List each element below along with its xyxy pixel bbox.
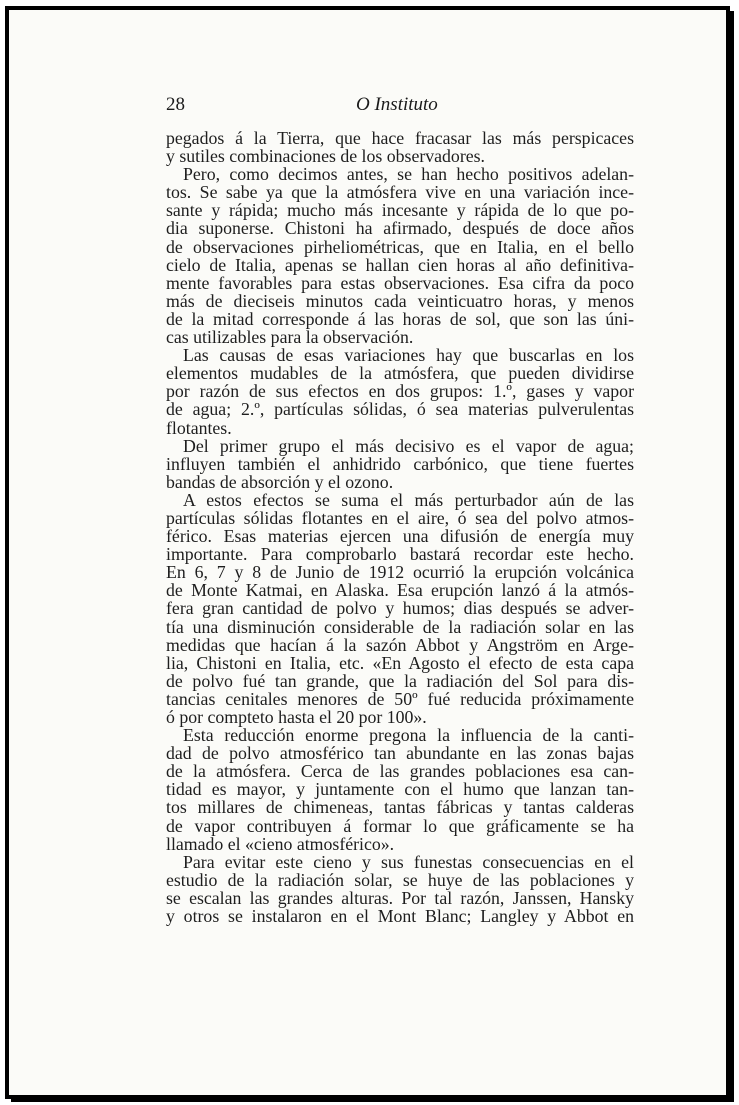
text-line: Del primer grupo el más decisivo es el vapor de agua;	[183, 435, 634, 456]
text-line: pegados á la Tierra, que hace fracasar las más perspicaces	[166, 128, 634, 148]
text-line: se escalan las grandes alturas. Por tal razón, Janssen, Hansky	[166, 887, 634, 908]
text-line: fera gran cantidad de polvo y humos; dias después se adver-	[166, 598, 634, 619]
text-line: tos millares de chimeneas, tantas fábricas y tantas calderas	[166, 797, 634, 818]
text-line: y sutiles combinaciones de los observadores.	[166, 146, 486, 167]
text-line: de la mitad corresponde á las horas de sol, que son las úni-	[166, 308, 634, 329]
text-line: A estos efectos se suma el más perturbador aún de las	[183, 489, 634, 510]
text-line: y otros se instalaron en el Mont Blanc; Langley y Abbot en	[166, 906, 634, 927]
text-line: por razón de sus efectos en dos grupos: 1.º, gases y vapor	[166, 381, 634, 402]
text-line: cielo de Italia, apenas se hallan cien horas al año definitiva-	[166, 254, 634, 275]
paragraph	[166, 491, 634, 726]
text-line: sante y rápida; mucho más incesante y rápida de lo que po-	[166, 200, 634, 221]
paragraph	[166, 853, 634, 925]
paragraph	[166, 129, 634, 165]
running-header	[166, 94, 634, 118]
text-line: bandas de absorción y el ozono.	[166, 471, 394, 492]
text-line: ó por compteto hasta el 20 por 100».	[166, 707, 427, 727]
text-line: Para evitar este cieno y sus funestas consecuencias en el	[183, 851, 634, 872]
text-line: llamado el «cieno atmosférico».	[166, 833, 395, 854]
text-line: de observaciones pirheliométricas, que en Italia, en el bello	[166, 236, 634, 257]
text-line: medidas que hacían á la sazón Abbot y Angström en Arge-	[166, 634, 634, 655]
text-line: flotantes.	[166, 417, 232, 438]
text-line: partículas sólidas flotantes en el aire, ó sea del polvo atmos-	[166, 507, 634, 528]
text-line: tos. Se sabe ya que la atmósfera vive en una variación ince-	[166, 182, 634, 203]
text-line: de Monte Katmai, en Alaska. Esa erupción lanzó á la atmós-	[166, 580, 634, 601]
text-line: cas utilizables para la observación.	[166, 327, 414, 348]
text-line: férico. Esas materias ejercen una difusión de energía muy	[166, 526, 634, 547]
text-line: estudio de la radiación solar, se huye de las poblaciones y	[166, 869, 634, 890]
text-line: En 6, 7 y 8 de Junio de 1912 ocurrió la erupción volcánica	[166, 562, 634, 583]
text-line: tidad es mayor, y juntamente con el humo que lanzan tan-	[166, 779, 634, 800]
text-line: dad de polvo atmosférico tan abundante en las zonas bajas	[166, 743, 634, 764]
page-number: 28	[166, 94, 185, 115]
text-line: dia suponerse. Chistoni ha afirmado, después de doce años	[166, 218, 634, 239]
text-line: Pero, como decimos antes, se han hecho positivos adelan-	[183, 164, 634, 185]
text-line: tancias cenitales menores de 50º fué reducida próximamente	[166, 688, 634, 709]
paragraph	[166, 726, 634, 853]
paragraph	[166, 346, 634, 436]
text-line: Las causas de esas variaciones hay que buscarlas en los	[183, 345, 634, 366]
text-line: Esta reducción enorme pregona la influencia de la canti-	[183, 725, 634, 746]
body-text	[166, 129, 634, 925]
text-line: de agua; 2.º, partículas sólidas, ó sea materias pulverulentas	[166, 399, 634, 420]
text-line: mente favorables para estas observaciones. Esa cifra da poco	[166, 272, 634, 293]
text-line: de la atmósfera. Cerca de las grandes poblaciones esa can-	[166, 761, 634, 782]
journal-title: O Instituto	[356, 94, 438, 115]
text-line: influyen también el anhidrido carbónico, que tiene fuertes	[166, 453, 634, 474]
text-line: más de dieciseis minutos cada veinticuatro horas, y menos	[166, 290, 634, 311]
text-line: elementos mudables de la atmósfera, que pueden dividirse	[166, 363, 634, 384]
text-line: de polvo fué tan grande, que la radiación del Sol para dis-	[166, 670, 634, 691]
text-line: importante. Para comprobarlo bastará recordar este hecho.	[166, 544, 634, 565]
paragraph	[166, 165, 634, 346]
text-line: de vapor contribuyen á formar lo que gráficamente se ha	[166, 815, 634, 836]
text-line: tía una disminución considerable de la radiación solar en las	[166, 616, 634, 637]
paragraph	[166, 437, 634, 491]
text-line: lia, Chistoni en Italia, etc. «En Agosto el efecto de esta capa	[166, 652, 634, 673]
